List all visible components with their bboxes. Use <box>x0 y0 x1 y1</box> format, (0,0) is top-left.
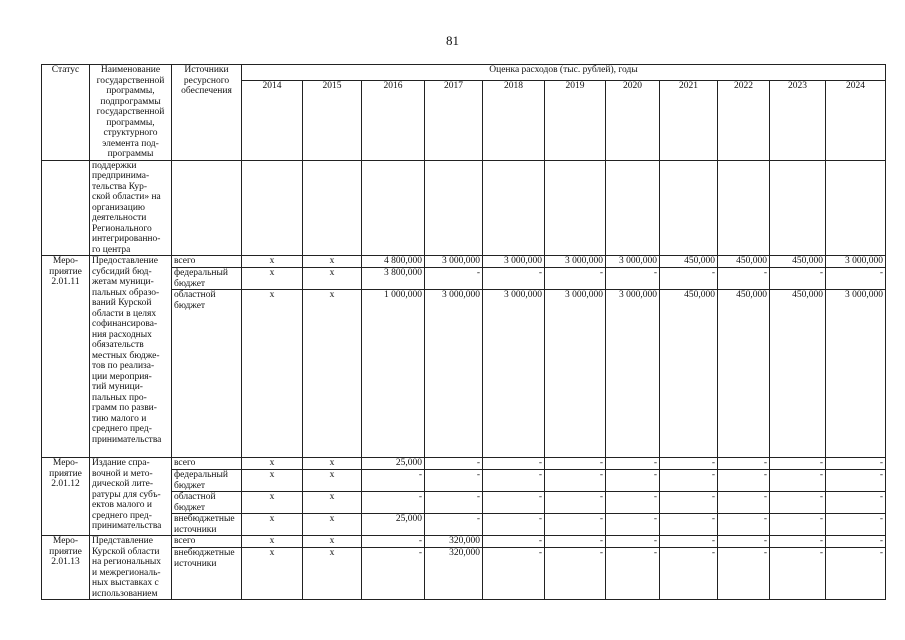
value-cell-2015: х <box>303 536 362 548</box>
text-line: принимательства <box>92 521 162 531</box>
value-cell-2021: - <box>660 492 718 514</box>
text-line: и межрегиональ- <box>92 567 161 578</box>
text-line: Регионального <box>92 223 152 234</box>
header-year-2020: 2020 <box>606 80 660 160</box>
value-cell-2020: - <box>606 268 660 290</box>
text-line: ния расходных <box>92 329 152 340</box>
text-line: программы <box>107 149 154 159</box>
value-cell-2016: 4 800,000 <box>362 256 425 268</box>
text-line: областной <box>174 492 216 502</box>
value-cell-2020: - <box>606 514 660 536</box>
value-cell-2018: - <box>483 514 545 536</box>
value-cell-2023: 450,000 <box>770 256 826 268</box>
value-cell-2016: 25,000 <box>362 514 425 536</box>
text-line: организацию <box>92 202 146 213</box>
text-line: Меро- <box>52 536 79 546</box>
measure-name-cell <box>90 256 172 458</box>
value-cell-2019: - <box>545 548 606 600</box>
text-line: приятие <box>49 468 82 479</box>
text-line: ных выставках с <box>92 578 159 588</box>
value-cell-2014: х <box>242 548 303 600</box>
value-cell-2014: х <box>242 536 303 548</box>
text-line: ской области» на <box>92 192 161 202</box>
text-line: ресурсного <box>183 75 230 86</box>
table-body <box>42 160 886 600</box>
text-line: пальных про- <box>92 392 147 403</box>
header-year-2024: 2024 <box>826 80 886 160</box>
measure-status-cell <box>42 256 90 458</box>
value-cell-2017: - <box>425 470 483 492</box>
table-row <box>42 256 886 268</box>
text-line: области в целях <box>92 308 157 319</box>
source-cell <box>172 470 242 492</box>
value-cell-2024: - <box>826 268 886 290</box>
value-cell-2024: - <box>826 536 886 548</box>
continuation-source-cell <box>172 160 242 256</box>
text-line: ратуры для субъ- <box>92 489 161 500</box>
header-year-2018: 2018 <box>483 80 545 160</box>
source-cell <box>172 548 242 600</box>
value-cell-2016: - <box>362 492 425 514</box>
value-cell-2022: - <box>718 470 770 492</box>
value-cell-2019: - <box>545 268 606 290</box>
value-cell-2024: 3 000,000 <box>826 290 886 458</box>
text-line: Меро- <box>52 458 79 468</box>
text-line: на региональных <box>92 557 162 567</box>
text-line: 2.01.13 <box>51 557 80 567</box>
value-cell-2024: - <box>826 470 886 492</box>
header-year-2021: 2021 <box>660 80 718 160</box>
value-cell-2019: 3 000,000 <box>545 290 606 458</box>
text-line: источники <box>174 558 217 569</box>
value-cell-2021: - <box>660 458 718 470</box>
value-cell-2023: 450,000 <box>770 290 826 458</box>
value-cell-2022: - <box>718 536 770 548</box>
continuation-status-cell <box>42 160 90 256</box>
value-cell-2015: х <box>303 268 362 290</box>
text-line: субсидий бюд- <box>92 266 152 277</box>
text-line: обязательств <box>92 340 144 350</box>
value-cell-2017: - <box>425 458 483 470</box>
continuation-row <box>42 160 886 256</box>
value-cell-2018: 3 000,000 <box>483 256 545 268</box>
text-line: приятие <box>49 546 82 557</box>
value-cell-2021: - <box>660 268 718 290</box>
text-line: Издание спра- <box>92 458 150 468</box>
text-line: интегрированно- <box>92 234 161 244</box>
value-cell-2019: - <box>545 458 606 470</box>
text-line: всего <box>174 458 196 468</box>
value-cell-2023: - <box>770 470 826 492</box>
value-cell-2014: х <box>242 470 303 492</box>
value-cell-2023: - <box>770 458 826 470</box>
text-line: Меро- <box>52 256 79 266</box>
text-line: государственной <box>96 75 165 86</box>
value-cell-2018: - <box>483 458 545 470</box>
text-line: среднего пред- <box>92 424 152 434</box>
source-cell <box>172 290 242 458</box>
header-name <box>90 65 172 161</box>
measure-name-cell <box>90 458 172 536</box>
text-line: бюджет <box>174 480 206 491</box>
text-line: источники <box>174 524 217 535</box>
measure-status-cell <box>42 458 90 536</box>
value-cell-2020: - <box>606 536 660 548</box>
text-line: элемента под- <box>102 138 159 149</box>
value-cell-2017: 320,000 <box>425 536 483 548</box>
header-year-2015: 2015 <box>303 80 362 160</box>
text-line: ции мероприя- <box>92 371 152 382</box>
value-cell-2021: - <box>660 514 718 536</box>
text-line: жетам муници- <box>92 277 154 287</box>
header-status: Статус <box>42 65 90 161</box>
value-cell-2016: - <box>362 548 425 600</box>
value-cell-2024: 3 000,000 <box>826 256 886 268</box>
header-year-2023: 2023 <box>770 80 826 160</box>
value-cell-2014: х <box>242 514 303 536</box>
value-cell-2019: - <box>545 536 606 548</box>
page-number: 81 <box>446 33 459 48</box>
text-line: го центра <box>92 244 131 255</box>
value-cell-2015: х <box>303 548 362 600</box>
text-line: федеральный <box>174 268 228 278</box>
value-cell-2018: - <box>483 548 545 600</box>
value-cell-2019: - <box>545 470 606 492</box>
continuation-name-cell <box>90 160 172 256</box>
text-line: областной <box>174 290 216 300</box>
text-line: бюджет <box>174 278 206 289</box>
value-cell-2021: - <box>660 548 718 600</box>
value-cell-2024: - <box>826 514 886 536</box>
text-line: ваний Курской <box>92 298 152 308</box>
table-row <box>42 458 886 470</box>
source-cell <box>172 492 242 514</box>
header-year-2022: 2022 <box>718 80 770 160</box>
text-line: Предоставление <box>92 256 158 266</box>
value-cell-2015: х <box>303 458 362 470</box>
value-cell-2017: 3 000,000 <box>425 256 483 268</box>
value-cell-2016: - <box>362 536 425 548</box>
text-line: ектов малого и <box>92 500 152 510</box>
text-line: предпринима- <box>92 171 150 181</box>
text-line: тию малого и <box>92 413 147 424</box>
value-cell-2016: 1 000,000 <box>362 290 425 458</box>
text-line: обеспечения <box>181 86 232 96</box>
text-line: деятельности <box>92 213 147 223</box>
value-cell-2022: - <box>718 458 770 470</box>
value-cell-2016: - <box>362 470 425 492</box>
value-cell-2018: - <box>483 268 545 290</box>
value-cell-2014: х <box>242 290 303 458</box>
text-line: тельства Кур- <box>92 181 148 192</box>
value-cell-2023: - <box>770 268 826 290</box>
text-line: всего <box>174 536 196 546</box>
value-cell-2016: 3 800,000 <box>362 268 425 290</box>
header-year-2014: 2014 <box>242 80 303 160</box>
value-cell-2024: - <box>826 548 886 600</box>
source-cell <box>172 256 242 268</box>
text-line: Представление <box>92 536 153 546</box>
text-line: дической лите- <box>92 479 154 489</box>
text-line: вочной и мето- <box>92 468 153 479</box>
value-cell-2021: 450,000 <box>660 290 718 458</box>
text-line: государственной <box>96 107 165 117</box>
value-cell-2015: х <box>303 492 362 514</box>
value-cell-2015: х <box>303 290 362 458</box>
source-cell <box>172 268 242 290</box>
value-cell-2017: - <box>425 514 483 536</box>
text-line: 2.01.12 <box>51 479 80 489</box>
value-cell-2018: - <box>483 536 545 548</box>
text-line: грамм по разви- <box>92 403 157 413</box>
value-cell-2018: - <box>483 470 545 492</box>
value-cell-2017: 320,000 <box>425 548 483 600</box>
text-line: поддержки <box>92 160 137 171</box>
value-cell-2022: 450,000 <box>718 256 770 268</box>
value-cell-2017: - <box>425 492 483 514</box>
value-cell-2019: - <box>545 514 606 536</box>
value-cell-2017: 3 000,000 <box>425 290 483 458</box>
value-cell-2017: - <box>425 268 483 290</box>
source-cell <box>172 514 242 536</box>
value-cell-2014: х <box>242 256 303 268</box>
value-cell-2022: - <box>718 548 770 600</box>
measure-status-cell <box>42 536 90 600</box>
value-cell-2024: - <box>826 492 886 514</box>
text-line: приятие <box>49 266 82 277</box>
source-cell <box>172 536 242 548</box>
header-year-2017: 2017 <box>425 80 483 160</box>
text-line: программы, <box>106 117 155 128</box>
value-cell-2020: - <box>606 458 660 470</box>
value-cell-2022: - <box>718 268 770 290</box>
text-line: софинансирова- <box>92 319 158 329</box>
value-cell-2022: - <box>718 492 770 514</box>
text-line: тов по реализа- <box>92 361 155 371</box>
value-cell-2020: 3 000,000 <box>606 256 660 268</box>
text-line: подпрограммы <box>100 96 161 107</box>
text-line: тий муници- <box>92 382 143 392</box>
value-cell-2023: - <box>770 548 826 600</box>
value-cell-2023: - <box>770 492 826 514</box>
value-cell-2015: х <box>303 514 362 536</box>
text-line: 2.01.11 <box>51 277 80 287</box>
value-cell-2014: х <box>242 458 303 470</box>
value-cell-2023: - <box>770 514 826 536</box>
source-cell <box>172 458 242 470</box>
value-cell-2024: - <box>826 458 886 470</box>
text-line: местных бюдже- <box>92 350 160 361</box>
value-cell-2018: 3 000,000 <box>483 290 545 458</box>
text-line: Курской области <box>92 546 160 557</box>
value-cell-2021: - <box>660 470 718 492</box>
text-line: структурного <box>103 128 158 138</box>
header-source <box>172 65 242 161</box>
text-line: бюджет <box>174 502 206 513</box>
text-line: Наименование <box>100 65 161 75</box>
value-cell-2018: - <box>483 492 545 514</box>
text-line: пальных образо- <box>92 287 160 298</box>
budget-table <box>41 64 886 600</box>
text-line: внебюджетные <box>174 548 235 558</box>
value-cell-2020: - <box>606 470 660 492</box>
text-line: всего <box>174 256 196 266</box>
header-year-2016: 2016 <box>362 80 425 160</box>
text-line: внебюджетные <box>174 514 235 524</box>
value-cell-2020: - <box>606 492 660 514</box>
value-cell-2015: х <box>303 256 362 268</box>
value-cell-2016: 25,000 <box>362 458 425 470</box>
value-cell-2023: - <box>770 536 826 548</box>
value-cell-2019: 3 000,000 <box>545 256 606 268</box>
value-cell-2020: 3 000,000 <box>606 290 660 458</box>
table-header <box>42 65 886 161</box>
value-cell-2021: 450,000 <box>660 256 718 268</box>
text-line: программы, <box>106 86 155 96</box>
header-year-2019: 2019 <box>545 80 606 160</box>
header-expense-group: Оценка расходов (тыс. рублей), годы <box>242 65 886 81</box>
value-cell-2015: х <box>303 470 362 492</box>
table-row <box>42 536 886 548</box>
text-line: федеральный <box>174 470 228 480</box>
value-cell-2020: - <box>606 548 660 600</box>
text-line: принимательства <box>92 434 162 445</box>
value-cell-2014: х <box>242 492 303 514</box>
text-line: среднего пред- <box>92 510 152 521</box>
value-cell-2022: - <box>718 514 770 536</box>
value-cell-2022: 450,000 <box>718 290 770 458</box>
text-line: использованием <box>92 588 158 599</box>
value-cell-2019: - <box>545 492 606 514</box>
measure-name-cell <box>90 536 172 600</box>
text-line: бюджет <box>174 300 206 311</box>
value-cell-2021: - <box>660 536 718 548</box>
value-cell-2014: х <box>242 268 303 290</box>
text-line: Источники <box>184 65 229 75</box>
